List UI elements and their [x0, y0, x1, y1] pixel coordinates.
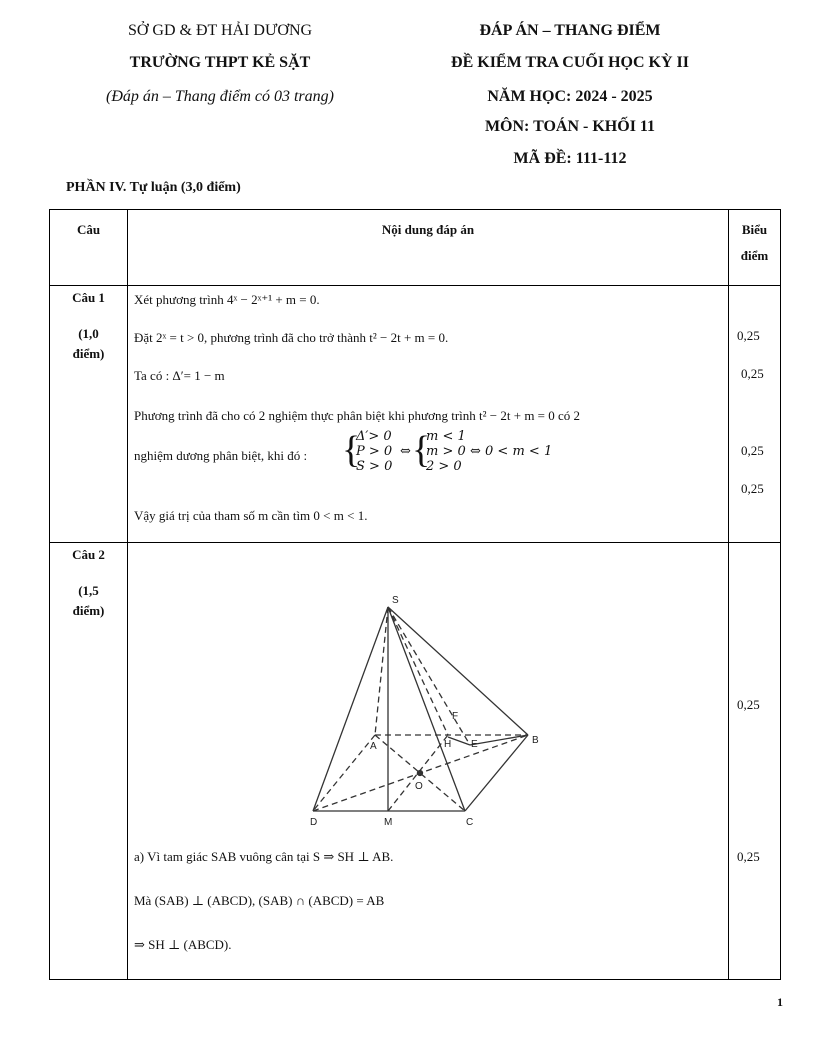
q1-points-a: (1,0	[78, 326, 99, 341]
pyramid-figure	[298, 591, 548, 827]
brace-left-2: {	[412, 429, 431, 471]
q2-part-a-line1: a) Vì tam giác SAB vuông cân tại S ⇒ SH ⊥ AB.	[134, 849, 394, 864]
q1-points-b: điểm)	[72, 346, 105, 361]
label-F: F	[452, 711, 459, 722]
header-question: Câu	[76, 222, 101, 237]
table-header-row	[50, 210, 781, 286]
segment-SE	[388, 607, 470, 745]
header-score-b: điểm	[740, 248, 769, 263]
label-D: D	[310, 817, 318, 827]
brace-left-1: {	[342, 429, 361, 471]
q2-part-a-line3: ⇒ SH ⊥ (ABCD).	[134, 937, 232, 952]
q2-score-2: 0,25	[737, 849, 760, 864]
q1-score-4: 0,25	[741, 481, 764, 496]
department-name: SỞ GD & ĐT HẢI DƯƠNG	[127, 22, 313, 39]
q1-line4: Phương trình đã cho có 2 nghiệm thực phân biệt khi phương trình t² − 2t + m = 0 có 2	[134, 408, 581, 423]
header-content: Nội dung đáp án	[381, 222, 475, 237]
label-M: M	[384, 817, 393, 827]
q1-score-2: 0,25	[741, 366, 764, 381]
header-score-a: Biểu	[741, 222, 768, 237]
page-count-note: (Đáp án – Thang điểm có 03 trang)	[106, 88, 334, 105]
table-row-q1	[50, 286, 781, 543]
segment-EB	[470, 735, 528, 745]
q1-line3: Ta có : Δ′= 1 − m	[134, 368, 225, 383]
q1-score-1: 0,25	[737, 328, 760, 343]
point-O	[418, 771, 423, 776]
label-A: A	[370, 741, 377, 752]
q2-points-a: (1,5	[78, 583, 99, 598]
q2-label: Câu 2	[72, 547, 105, 562]
page-number: 1	[777, 995, 783, 1009]
exam-code: MÃ ĐỀ: 111-112	[513, 150, 627, 167]
subject: MÔN: TOÁN - KHỐI 11	[484, 118, 656, 135]
table-row-q2	[50, 543, 781, 980]
q1-system2: m < 1 m > 0 2 > 0	[426, 429, 466, 474]
q1-line5: nghiệm dương phân biệt, khi đó :	[134, 448, 308, 463]
label-H: H	[444, 739, 452, 750]
label-B: B	[532, 735, 539, 746]
label-C: C	[466, 817, 474, 827]
segment-SH	[388, 607, 448, 735]
section-title: PHẦN IV. Tự luận (3,0 điểm)	[66, 180, 241, 195]
q1-label: Câu 1	[72, 290, 105, 305]
q2-points-b: điểm)	[72, 603, 105, 618]
label-S: S	[392, 595, 399, 606]
label-O: O	[415, 781, 423, 792]
q1-line2: Đặt 2ˣ = t > 0, phương trình đã cho trở thành t² − 2t + m = 0.	[134, 330, 449, 345]
school-year: NĂM HỌC: 2024 - 2025	[487, 88, 653, 105]
q1-line1: Xét phương trình 4ˣ − 2ˣ⁺¹ + m = 0.	[134, 292, 320, 307]
answer-table	[49, 209, 781, 980]
exam-title: ĐỀ KIỂM TRA CUỐI HỌC KỲ II	[451, 54, 689, 71]
label-E: E	[471, 739, 478, 750]
q2-part-a-line2: Mà (SAB) ⊥ (ABCD), (SAB) ∩ (ABCD) = AB	[134, 893, 385, 908]
school-name: TRƯỜNG THPT KẺ SẶT	[129, 54, 311, 71]
q2-score-1: 0,25	[737, 697, 760, 712]
q1-system1: Δ′> 0 P > 0 S > 0	[356, 429, 393, 474]
q1-iff1: ⇔	[400, 444, 411, 459]
q1-iff2: ⇔ 0 < m < 1	[470, 444, 553, 459]
q1-line6: Vậy giá trị của tham số m cần tìm 0 < m < 1.	[134, 508, 368, 523]
edge-SD	[313, 607, 388, 811]
doc-title: ĐÁP ÁN – THANG ĐIỂM	[479, 22, 661, 39]
q1-score-3: 0,25	[741, 443, 764, 458]
